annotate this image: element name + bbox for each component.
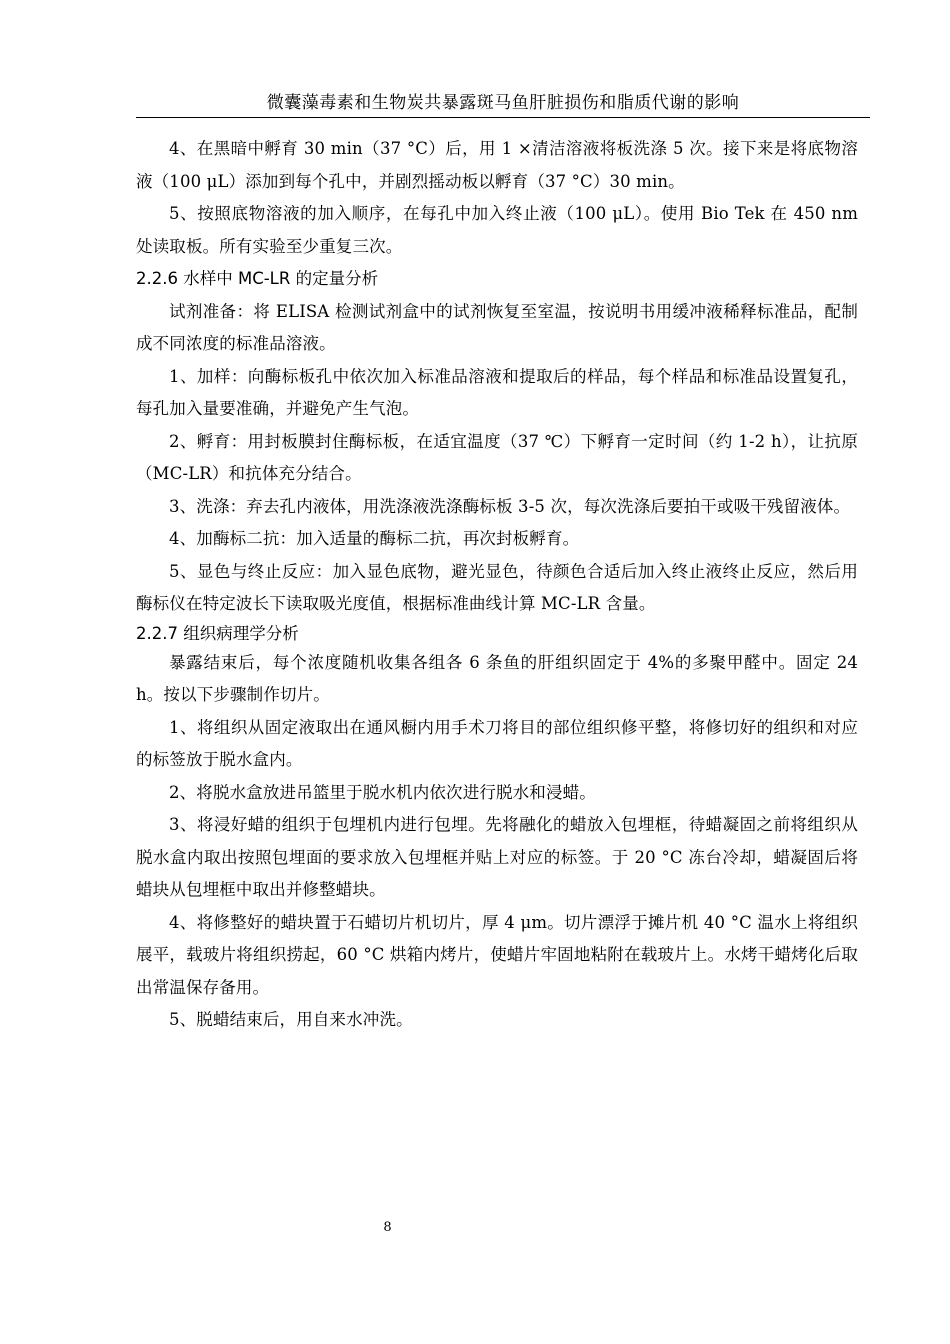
paragraph: 5、显色与终止反应：加入显色底物，避光显色，待颜色合适后加入终止液终止反应，然后用酶标仪在特定波长下读取吸光度值，根据标准曲线计算 MC-LR 含量。 — [136, 561, 858, 613]
paragraph: 1、将组织从固定液取出在通风橱内用手术刀将目的部位组织修平整，将修切好的组织和对应的标签放于脱水盒内。 — [136, 717, 858, 769]
paragraph: 暴露结束后，每个浓度随机收集各组各 6 条鱼的肝组织固定于 4%的多聚甲醛中。固定 24 h。按以下步骤制作切片。 — [136, 652, 858, 704]
page-number: 8 — [383, 1220, 392, 1235]
section-heading-2-2-6: 2.2.6 水样中 MC-LR 的定量分析 — [136, 269, 379, 288]
header-rule — [136, 117, 870, 118]
paragraph: 4、加酶标二抗：加入适量的酶标二抗，再次封板孵育。 — [169, 529, 580, 548]
paragraph: 2、孵育：用封板膜封住酶标板，在适宜温度（37 ℃）下孵育一定时间（约 1-2 h），让抗原（MC-LR）和抗体充分结合。 — [136, 431, 858, 483]
paragraph: 3、洗涤：弃去孔内液体，用洗涤液洗涤酶标板 3-5 次，每次洗涤后要拍干或吸干残留液体。 — [169, 496, 851, 516]
paragraph: 试剂准备：将 ELISA 检测试剂盒中的试剂恢复至室温，按说明书用缓冲液稀释标准品，配制成不同浓度的标准品溶液。 — [136, 301, 858, 353]
paragraph: 1、加样：向酶标板孔中依次加入标准品溶液和提取后的样品，每个样品和标准品设置复孔，每孔加入量要准确，并避免产生气泡。 — [136, 366, 858, 418]
paragraph: 2、将脱水盒放进吊篮里于脱水机内依次进行脱水和浸蜡。 — [169, 782, 596, 802]
paragraph: 4、将修整好的蜡块置于石蜡切片机切片，厚 4 μm。切片漂浮于摊片机 40 °C 温水上将组织展平，载玻片将组织捞起，60 °C 烘箱内烤片，使蜡片牢固地粘附在载玻片上。水烤干蜡烤化后取出常温保存备用。 — [136, 912, 858, 997]
running-header: 微囊藻毒素和生物炭共暴露斑马鱼肝脏损伤和脂质代谢的影响 — [266, 93, 740, 113]
paragraph: 3、将浸好蜡的组织于包埋机内进行包埋。先将融化的蜡放入包埋框，待蜡凝固之前将组织从脱水盒内取出按照包埋面的要求放入包埋框并贴上对应的标签。于 20 °C 冻台冷却，蜡凝固后将蜡块从包埋框中取出并修整蜡块。 — [136, 815, 858, 899]
document-body — [136, 133, 858, 1037]
paragraph: 5、按照底物溶液的加入顺序，在每孔中加入终止液（100 μL）。使用 Bio Tek 在 450 nm 处读取板。所有实验至少重复三次。 — [136, 204, 858, 256]
paragraph: 4、在黑暗中孵育 30 min（37 °C）后，用 1 ×清洁溶液将板洗涤 5 次。接下来是将底物溶液（100 μL）添加到每个孔中，并剧烈摇动板以孵育（37 °C）30 min。 — [136, 139, 858, 191]
section-heading-2-2-7: 2.2.7 组织病理学分析 — [136, 623, 299, 643]
paragraph: 5、脱蜡结束后，用自来水冲洗。 — [169, 1010, 413, 1029]
